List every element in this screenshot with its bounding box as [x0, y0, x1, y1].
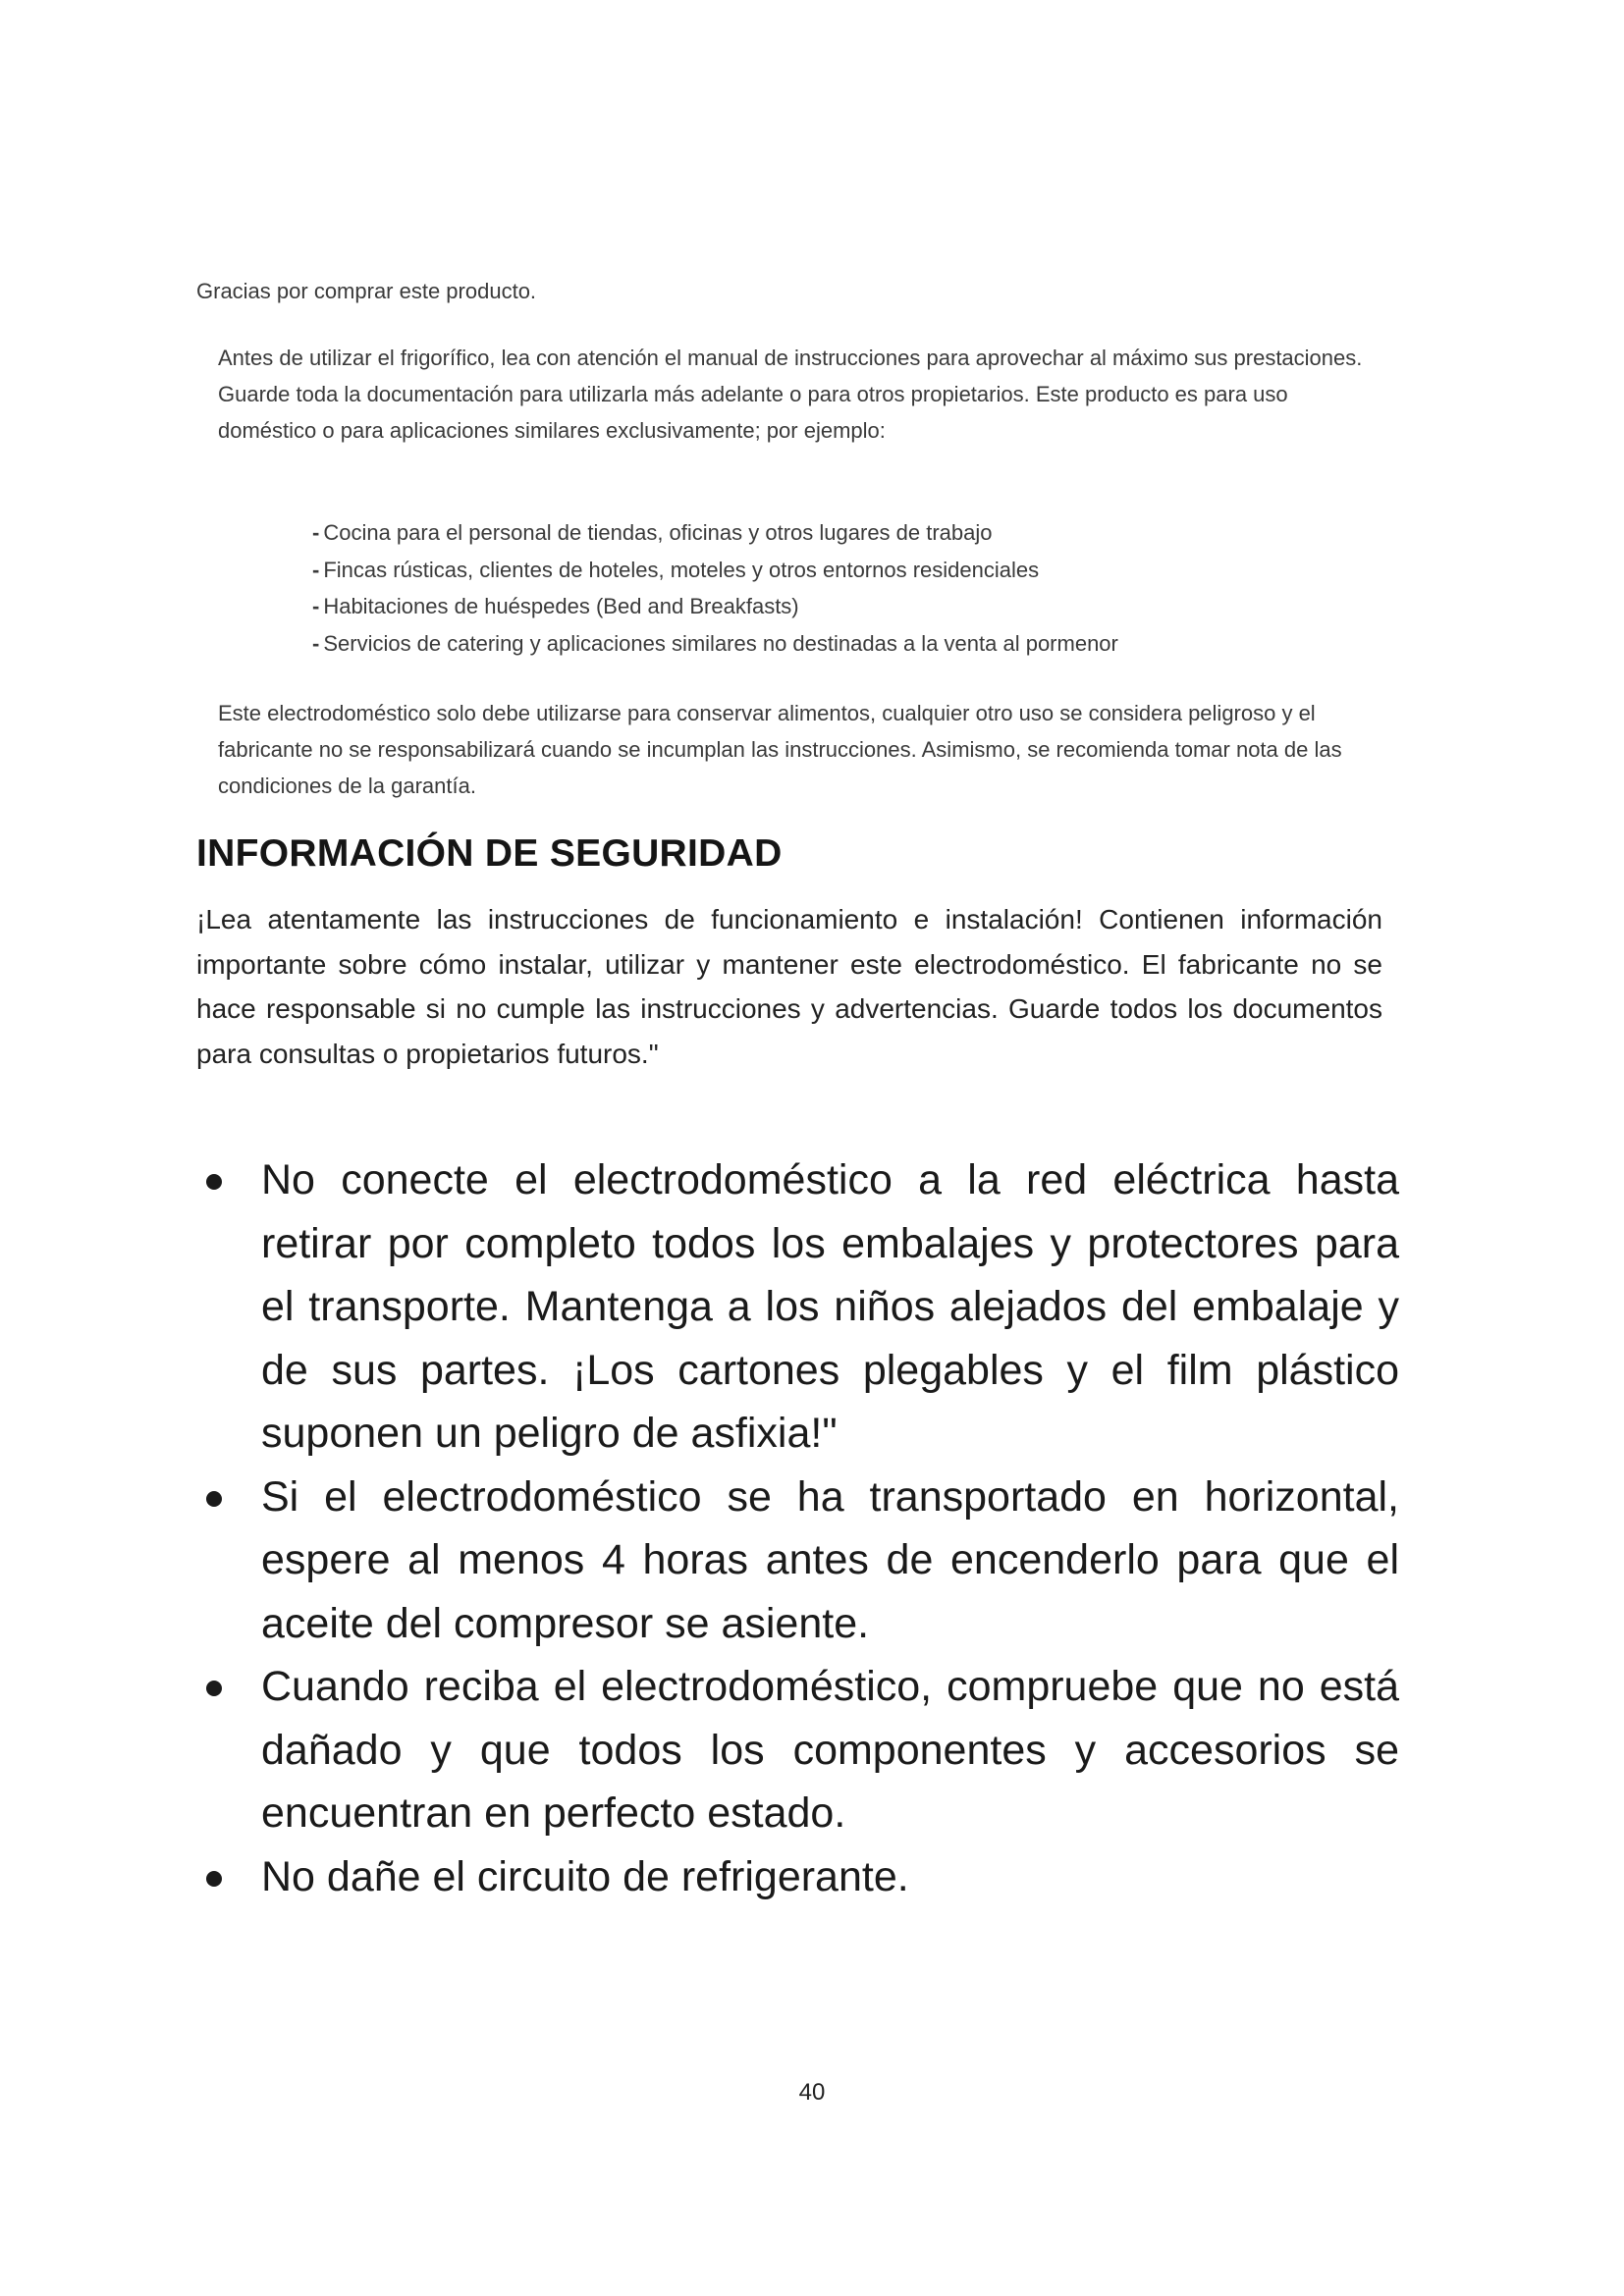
intro-paragraph: Antes de utilizar el frigorífico, lea con atención el manual de instrucciones para aprovechar al máximo sus prestaciones. Guarde toda la documentación para utilizarla más adelante o para otros propietarios. Este producto es para uso doméstico o para aplicaciones similares exclusivamente; por ejemplo: [218, 346, 1363, 443]
bullet-dot-icon [206, 1681, 222, 1696]
list-item [312, 514, 1392, 552]
dash-marker: - [312, 594, 320, 618]
list-item [312, 552, 1392, 589]
bullet-dot-icon [206, 1174, 222, 1190]
safety-bullet-text: No dañe el circuito de refrigerante. [261, 1852, 909, 1900]
bullet-dot-icon [206, 1491, 222, 1507]
safety-intro-paragraph: ¡Lea atentamente las instrucciones de funcionamiento e instalación! Contienen información importante sobre cómo instalar, utilizar y mantener este electrodoméstico. El fabricante no se hace responsable si no cumple las instrucciones y advertencias. Guarde todos los documentos para consultas o propietarios futuros." [196, 904, 1382, 1069]
dash-marker: - [312, 630, 320, 656]
dash-marker: - [312, 557, 320, 582]
safety-bullet-list [196, 1148, 1399, 1908]
list-item [312, 588, 1392, 625]
bullet-dot-icon [206, 1871, 222, 1887]
dash-marker: - [312, 520, 320, 545]
safety-bullet-item [196, 1655, 1399, 1845]
list-item-text: Servicios de catering y aplicaciones similares no destinadas a la venta al pormenor [323, 630, 1118, 656]
thanks-line: Gracias por comprar este producto. [196, 279, 537, 303]
safety-bullet-text: Si el electrodoméstico se ha transportado en horizontal, espere al menos 4 horas antes de encenderlo para que el aceite del compresor se asiente. [261, 1472, 1399, 1647]
safety-bullet-item [196, 1148, 1399, 1466]
safety-bullet-text: No conecte el electrodoméstico a la red eléctrica hasta retirar por completo todos los embalajes y protectores para el transporte. Mantenga a los niños alejados del embalaje y de sus partes. ¡Los cartones plegables y el film plástico suponen un peligro de asfixia!" [261, 1156, 1399, 1457]
list-item [312, 625, 1392, 663]
safety-section-title: INFORMACIÓN DE SEGURIDAD [196, 832, 783, 875]
list-item-text: Cocina para el personal de tiendas, oficinas y otros lugares de trabajo [323, 520, 993, 545]
page-number: 40 [798, 2079, 826, 2106]
safety-bullet-item [196, 1845, 1399, 1909]
list-item-text: Habitaciones de huéspedes (Bed and Breakfasts) [323, 594, 799, 618]
usage-examples-list [312, 514, 1392, 662]
safety-bullet-item [196, 1466, 1399, 1656]
usage-notice-paragraph: Este electrodoméstico solo debe utilizarse para conservar alimentos, cualquier otro uso se considera peligroso y el fabricante no se responsabilizará cuando se incumplan las instrucciones. Asimismo, se recomienda tomar nota de las condiciones de la garantía. [218, 701, 1342, 798]
list-item-text: Fincas rústicas, clientes de hoteles, moteles y otros entornos residenciales [323, 557, 1040, 582]
safety-bullet-text: Cuando reciba el electrodoméstico, compruebe que no está dañado y que todos los componentes y accesorios se encuentran en perfecto estado. [261, 1663, 1399, 1837]
